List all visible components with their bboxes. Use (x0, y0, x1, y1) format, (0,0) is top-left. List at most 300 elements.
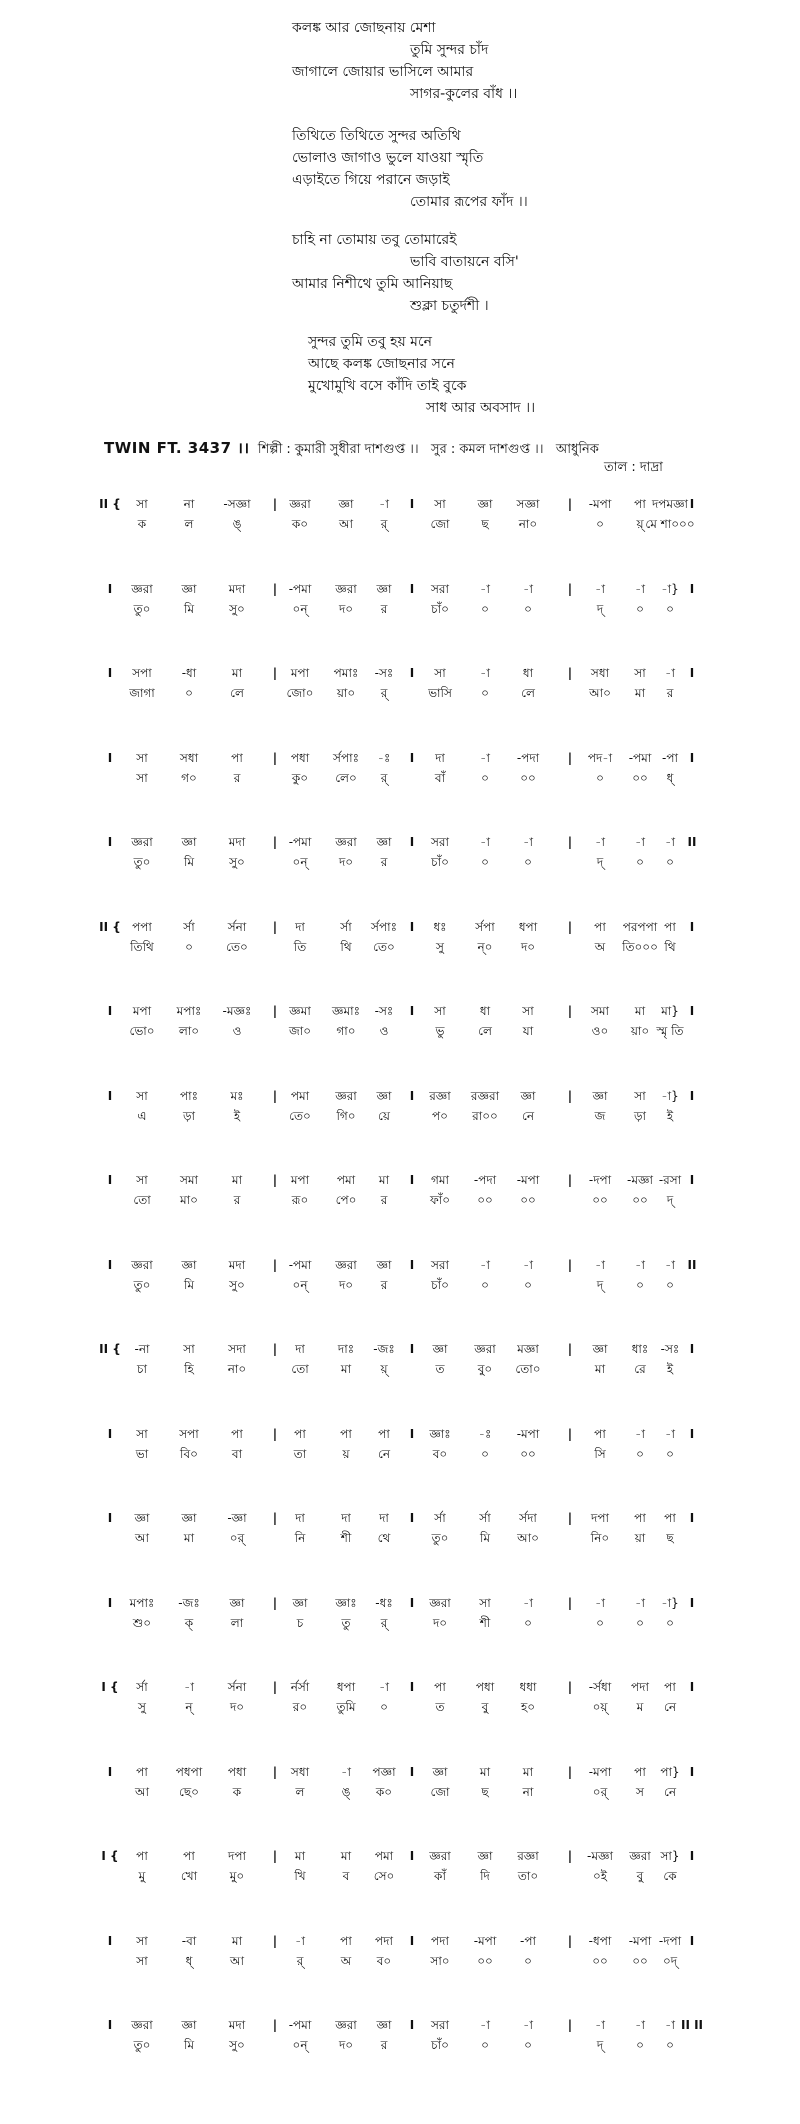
syllable-cell: ০ (666, 2038, 674, 2052)
syllable-cell: লা (230, 1616, 244, 1630)
syllable-cell: ভু (435, 1024, 445, 1038)
syllable-cell: ত (435, 1362, 445, 1376)
notation-row (0, 1172, 800, 1212)
swara-cell: -পমা (628, 751, 652, 765)
bar-line: | (567, 1511, 573, 1525)
syllable-cell: স (636, 1785, 644, 1799)
artist-credit: শিল্পী : কুমারী সুধীরা দাশগুপ্ত ।। (257, 442, 419, 457)
swara-cell: -া (595, 2018, 605, 2032)
swara-cell: পদা (375, 1934, 393, 1948)
bar-line: | (567, 1342, 573, 1356)
swara-cell: রজ্ঞা (429, 1089, 451, 1103)
syllable-cell: সু০ (229, 602, 245, 616)
syllable-cell: দ০ (338, 2038, 354, 2052)
bar-line: | (567, 1680, 573, 1694)
syllable-cell: ফাঁ০ (429, 1193, 451, 1207)
syllable-cell: ০ (380, 1700, 388, 1714)
swara-cell: -া (480, 835, 490, 849)
syllable-cell: তি (293, 940, 307, 954)
composer-credit: সুর : কমল দাশগুপ্ত ।। (431, 442, 544, 457)
swara-line (0, 1933, 800, 1951)
syllable-cell: তিথি (130, 940, 154, 954)
notation-row (0, 834, 800, 874)
lyric-syllable-line (0, 1446, 800, 1464)
syllable-cell: এ (137, 1109, 147, 1123)
swara-cell: মা} (661, 1004, 679, 1018)
bar-line: I (689, 1342, 695, 1356)
bar-line: I (689, 1173, 695, 1187)
syllable-cell: থি (340, 940, 352, 954)
swara-cell: ধা (522, 666, 534, 680)
swara-cell: ধঃ (433, 920, 447, 934)
bar-line: I (107, 1596, 113, 1610)
swara-cell: পা (231, 751, 243, 765)
bar-line: I (409, 1427, 415, 1441)
syllable-cell: বি০ (180, 1447, 198, 1461)
swara-cell: দপমজ্ঞা (651, 497, 689, 511)
swara-cell: ধপা (336, 1680, 356, 1694)
notation-row (0, 1257, 800, 1297)
syllable-cell: ০ (481, 771, 489, 785)
syllable-cell: ০ (636, 2038, 644, 2052)
swara-cell: সা (136, 497, 148, 511)
swara-cell: পধপা (175, 1765, 203, 1779)
swara-cell: -ধঃ (375, 1596, 393, 1610)
syllable-cell: ০ (666, 1447, 674, 1461)
bar-line: I (107, 666, 113, 680)
syllable-cell: ০ (524, 1954, 532, 1968)
syllable-cell: ক (232, 1785, 242, 1799)
notation-row (0, 1088, 800, 1128)
syllable-cell: র (380, 1278, 388, 1292)
swara-line (0, 1848, 800, 1866)
swara-cell: দাঃ (337, 1342, 355, 1356)
syllable-cell: ০ (666, 1278, 674, 1292)
syllable-cell: নে (663, 1785, 677, 1799)
syllable-cell: ভো০ (129, 1024, 155, 1038)
swara-cell: সধা (290, 1765, 310, 1779)
syllable-cell: রে (634, 1362, 646, 1376)
syllable-cell: ই (666, 1109, 674, 1123)
syllable-cell: মি (479, 1531, 491, 1545)
syllable-cell: ধ্ (666, 771, 674, 785)
syllable-cell: তা০ (517, 1869, 539, 1883)
swara-cell: -া (635, 1596, 645, 1610)
swara-line (0, 1172, 800, 1190)
syllable-cell: দ০ (229, 1700, 245, 1714)
syllable-cell: তো (291, 1362, 309, 1376)
swara-cell: -সঃ (374, 666, 394, 680)
swara-cell: র্সপাঃ (333, 751, 359, 765)
syllable-cell: মা (183, 1531, 195, 1545)
swara-cell: -না (134, 1342, 150, 1356)
syllable-cell: মি (183, 602, 195, 616)
syllable-cell: ০ (666, 602, 674, 616)
syllable-cell: তু০ (431, 1531, 449, 1545)
syllable-cell: দি (480, 1869, 490, 1883)
notation-row (0, 2017, 800, 2057)
syllable-cell: দ০ (338, 1278, 354, 1292)
syllable-cell: র (380, 602, 388, 616)
syllable-cell: ক০ (291, 517, 309, 531)
swara-cell: পদা (431, 1934, 449, 1948)
syllable-cell: ০ (481, 602, 489, 616)
syllable-cell: চ (296, 1616, 304, 1630)
swara-cell: -া (523, 835, 533, 849)
bar-line: | (567, 1427, 573, 1441)
syllable-cell: ০ (524, 1278, 532, 1292)
bar-line: I (409, 920, 415, 934)
notation-row (0, 1510, 800, 1550)
swara-line (0, 1003, 800, 1021)
syllable-cell: র্ (380, 517, 388, 531)
lyric-syllable-line (0, 1784, 800, 1802)
bar-line: I (409, 666, 415, 680)
syllable-cell: য়া (634, 1531, 646, 1545)
poem-line: আছে কলঙ্ক জোছনার সনে (308, 356, 455, 372)
syllable-cell: ক্ (184, 1616, 194, 1630)
bar-line: I (409, 1342, 415, 1356)
swara-cell: জ্ঞা (477, 1849, 493, 1863)
syllable-cell: দ্ (596, 2038, 604, 2052)
syllable-cell: থে (377, 1531, 391, 1545)
swara-cell: জ্ঞা (292, 1596, 308, 1610)
bar-line: | (567, 666, 573, 680)
swara-cell: জ্ঞা (181, 835, 197, 849)
syllable-cell: রা০০ (472, 1109, 498, 1123)
syllable-cell: দ০ (338, 855, 354, 869)
swara-line (0, 1764, 800, 1782)
syllable-cell: ০ (636, 855, 644, 869)
swara-cell: -মজ্ঞঃ (222, 1004, 252, 1018)
syllable-cell: দ্ (596, 602, 604, 616)
swara-cell: পমা (374, 1849, 394, 1863)
syllable-cell: ০ন্ (292, 602, 308, 616)
bar-line: | (272, 2018, 278, 2032)
swara-cell: পজ্ঞা (372, 1765, 396, 1779)
syllable-cell: দ্ (596, 1278, 604, 1292)
syllable-cell: ০ (524, 1616, 532, 1630)
syllable-cell: ০ (596, 1616, 604, 1630)
syllable-cell: ব০ (376, 1954, 392, 1968)
syllable-cell: ০ন্ (292, 2038, 308, 2052)
swara-cell: মপা (132, 1004, 152, 1018)
swara-cell: জ্ঞরা (429, 1596, 451, 1610)
lyric-syllable-line (0, 516, 800, 534)
swara-cell: জ্ঞরা (335, 1089, 357, 1103)
syllable-cell: তু০ (133, 602, 151, 616)
swara-cell: জ্ঞরা (429, 1849, 451, 1863)
swara-cell: -মজ্ঞা (587, 1849, 613, 1863)
syllable-cell: কে (663, 1869, 677, 1883)
syllable-cell: তু০ (133, 2038, 151, 2052)
syllable-cell: র (666, 686, 674, 700)
swara-cell: -মপা (473, 1934, 497, 1948)
syllable-cell: ০০ (632, 1193, 648, 1207)
swara-cell: জ্ঞা (520, 1089, 536, 1103)
syllable-cell: ০ (596, 517, 604, 531)
bar-line: | (272, 1596, 278, 1610)
lyric-syllable-line (0, 685, 800, 703)
swara-cell: -া (635, 1427, 645, 1441)
swara-cell: -া (523, 1596, 533, 1610)
swara-cell: -পমা (288, 1258, 312, 1272)
swara-cell: -দপা (588, 1173, 612, 1187)
swara-cell: সপা (132, 666, 152, 680)
swara-cell: -া (379, 497, 389, 511)
swara-cell: -া (665, 1427, 675, 1441)
poem-line: সাধ আর অবসাদ ।। (426, 400, 536, 416)
syllable-cell: জা০ (288, 1024, 312, 1038)
swara-cell: পা (231, 1427, 243, 1441)
notation-row (0, 1341, 800, 1381)
swara-cell: -পা (520, 1934, 536, 1948)
poem-line: সুন্দর তুমি তবু হয় মনে (308, 334, 432, 350)
swara-cell: -জ্ঞা (227, 1511, 247, 1525)
bar-line: | (272, 1849, 278, 1863)
swara-cell: সা} (660, 1849, 680, 1863)
syllable-cell: গি০ (336, 1109, 356, 1123)
bar-line: I (689, 1427, 695, 1441)
syllable-cell: ০ন্ (292, 855, 308, 869)
syllable-cell: ০ (636, 1616, 644, 1630)
syllable-cell: দ্ (666, 1193, 674, 1207)
swara-cell: র্সা (479, 1511, 491, 1525)
swara-cell: জ্ঞা (376, 1089, 392, 1103)
syllable-cell: ০ (666, 855, 674, 869)
syllable-cell: ছ (481, 1785, 489, 1799)
syllable-cell: য়া০ (336, 686, 356, 700)
syllable-cell: মি (183, 2038, 195, 2052)
notation-row (0, 665, 800, 705)
swara-cell: -পদা (516, 751, 540, 765)
syllable-cell: ০ (636, 602, 644, 616)
swara-cell: সধা (179, 751, 199, 765)
syllable-cell: র্ (380, 686, 388, 700)
swara-line (0, 1341, 800, 1359)
swara-cell: জ্ঞা (229, 1596, 245, 1610)
bar-line: | (567, 1765, 573, 1779)
swara-cell: র্সা (136, 1680, 148, 1694)
swara-cell: -া (635, 835, 645, 849)
syllable-cell: মা০ (180, 1193, 198, 1207)
swara-cell: পা (136, 1849, 148, 1863)
syllable-cell: ছ (666, 1531, 674, 1545)
swara-cell: মা (479, 1765, 491, 1779)
lyric-syllable-line (0, 1192, 800, 1210)
swara-cell: পমাঃ (333, 666, 359, 680)
notation-row (0, 750, 800, 790)
swara-cell: জ্ঞরা (131, 2018, 153, 2032)
syllable-cell: ০ (596, 771, 604, 785)
swara-cell: -া (595, 1596, 605, 1610)
swara-cell: মা (522, 1765, 534, 1779)
swara-cell: পা (434, 1680, 446, 1694)
swara-cell: মপা (290, 1173, 310, 1187)
syllable-cell: আ০ (517, 1531, 539, 1545)
swara-cell: জ্ঞা (376, 582, 392, 596)
swara-cell: -ঃ (478, 1427, 492, 1441)
bar-line: II II (680, 2018, 704, 2032)
genre-label: আধুনিক (555, 442, 599, 457)
swara-cell: -া} (661, 1596, 679, 1610)
swara-line (0, 1510, 800, 1528)
syllable-cell: পে০ (335, 1193, 357, 1207)
swara-cell: জ্ঞরা (629, 1849, 651, 1863)
syllable-cell: য়ে (378, 1109, 390, 1123)
syllable-cell: ০০ (632, 1954, 648, 1968)
syllable-cell: থি (664, 940, 676, 954)
swara-cell: -া (480, 666, 490, 680)
bar-line: | (272, 1680, 278, 1694)
swara-cell: র্সা (183, 920, 195, 934)
syllable-cell: নি (294, 1531, 306, 1545)
bar-line: I (409, 2018, 415, 2032)
swara-cell: -বা (181, 1934, 197, 1948)
swara-cell: পমা (336, 1173, 356, 1187)
swara-cell: -ঃ (377, 751, 391, 765)
swara-cell: -জঃ (178, 1596, 200, 1610)
bar-line: | (272, 835, 278, 849)
bar-line: | (567, 582, 573, 596)
bar-line: | (567, 1258, 573, 1272)
swara-cell: -া (523, 2018, 533, 2032)
swara-cell: -া (480, 582, 490, 596)
swara-cell: জ্ঞা (134, 1511, 150, 1525)
bar-line: | (567, 497, 573, 511)
swara-cell: জ্ঞা (181, 2018, 197, 2032)
swara-line (0, 665, 800, 683)
syllable-cell: ক০ (375, 1785, 393, 1799)
poem-line: কলঙ্ক আর জোছনায় মেশা (292, 20, 436, 36)
bar-line: | (272, 1934, 278, 1948)
swara-cell: দপা (591, 1511, 609, 1525)
bar-line: | (567, 1934, 573, 1948)
swara-cell: গমা (430, 1173, 450, 1187)
syllable-cell: ভা (135, 1447, 149, 1461)
syllable-cell: গা০ (336, 1024, 356, 1038)
lyric-syllable-line (0, 770, 800, 788)
swara-cell: র্সা (434, 1511, 446, 1525)
syllable-cell: র্ (380, 771, 388, 785)
bar-line: | (272, 1765, 278, 1779)
syllable-cell: আ (230, 1954, 244, 1968)
swara-cell: জ্ঞরা (131, 582, 153, 596)
swara-cell: জ্ঞা (181, 582, 197, 596)
swara-cell: জ্ঞরা (474, 1342, 496, 1356)
bar-line: I (689, 1680, 695, 1694)
bar-line: I (689, 1089, 695, 1103)
syllable-cell: সু (138, 1700, 146, 1714)
syllable-cell: বাঁ (434, 771, 446, 785)
syllable-cell: নে (521, 1109, 535, 1123)
swara-cell: জ্ঞরা (131, 835, 153, 849)
bar-line: II { (99, 497, 121, 511)
syllable-cell: ০০ (520, 1447, 536, 1461)
lyric-syllable-line (0, 854, 800, 872)
bar-line: I (409, 835, 415, 849)
syllable-cell: র্ (296, 1954, 304, 1968)
syllable-cell: সি (594, 1447, 606, 1461)
swara-cell: -মপা (588, 1765, 612, 1779)
poem-line: ভাবি বাতায়নে বসি' (410, 254, 519, 270)
swara-cell: র্সপাঃ (371, 920, 397, 934)
swara-cell: পা (634, 497, 646, 511)
swara-cell: জ্ঞরা (131, 1258, 153, 1272)
swara-cell: সা (479, 1596, 491, 1610)
bar-line: | (567, 2018, 573, 2032)
bar-line: I (689, 920, 695, 934)
syllable-cell: তে০ (373, 940, 395, 954)
syllable-cell: ঙ্ (232, 517, 242, 531)
bar-line: I (107, 835, 113, 849)
syllable-cell: ড়া (633, 1109, 647, 1123)
syllable-cell: তা (293, 1447, 307, 1461)
bar-line: I (107, 2018, 113, 2032)
bar-line: I (689, 1596, 695, 1610)
swara-cell: -পমা (288, 2018, 312, 2032)
swara-cell: সা (434, 1004, 446, 1018)
syllable-cell: সা (136, 771, 148, 785)
bar-line: | (272, 1258, 278, 1272)
syllable-cell: ও (232, 1024, 242, 1038)
bar-line: II (687, 835, 697, 849)
syllable-cell: ০ (524, 855, 532, 869)
bar-line: I (689, 1934, 695, 1948)
syllable-cell: র্ (380, 1616, 388, 1630)
syllable-cell: হি (184, 1362, 194, 1376)
swara-cell: দা (295, 1511, 305, 1525)
bar-line: I (689, 582, 695, 596)
swara-cell: মদা (228, 582, 246, 596)
swara-cell: জ্ঞা (432, 1765, 448, 1779)
syllable-cell: দ্ (596, 855, 604, 869)
poem-line: মুখোমুখি বসে কাঁদি তাই বুকে (308, 378, 467, 394)
syllable-cell: হ০ (520, 1700, 536, 1714)
poem-line: শুক্লা চতুর্দশী । (410, 298, 489, 314)
swara-cell: মা (294, 1849, 306, 1863)
swara-cell: -সঃ (374, 1004, 394, 1018)
bar-line: I (689, 666, 695, 680)
bar-line: I (409, 582, 415, 596)
swara-cell: -পমা (288, 835, 312, 849)
bar-line: I (409, 1089, 415, 1103)
syllable-cell: ০ (666, 1616, 674, 1630)
syllable-cell: না (522, 1785, 534, 1799)
swara-cell: রজ্ঞা (517, 1849, 539, 1863)
syllable-cell: শু০ (132, 1616, 152, 1630)
swara-cell: পা (136, 1765, 148, 1779)
syllable-cell: লে (230, 686, 244, 700)
swara-cell: -া (184, 1680, 194, 1694)
swara-cell: জ্ঞা (477, 497, 493, 511)
syllable-cell: স্মৃ তি (656, 1024, 684, 1038)
swara-cell: ধপা (518, 920, 538, 934)
syllable-cell: তে০ (226, 940, 248, 954)
swara-cell: র্সপা (475, 920, 495, 934)
poem-line: তোমার রূপের ফাঁদ ।। (410, 194, 528, 210)
bar-line: | (272, 1173, 278, 1187)
swara-cell: সা (434, 666, 446, 680)
swara-cell: -া (480, 751, 490, 765)
syllable-cell: সে০ (373, 1869, 395, 1883)
swara-cell: -মপা (628, 1934, 652, 1948)
swara-cell: সা (136, 1173, 148, 1187)
swara-cell: পা (594, 920, 606, 934)
syllable-cell: মা (340, 1362, 352, 1376)
swara-cell: জ্ঞা (432, 1342, 448, 1356)
swara-cell: সা (183, 1342, 195, 1356)
